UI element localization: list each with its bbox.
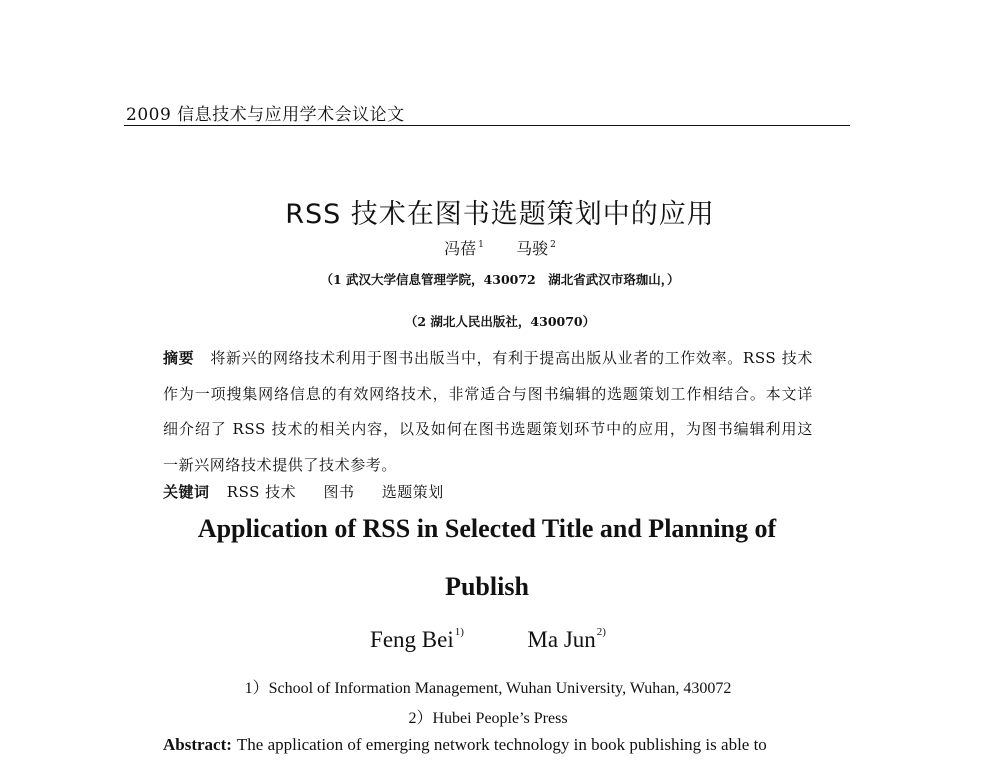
keywords-chinese [163, 481, 466, 502]
paper-title-english-line1: Application of RSS in Selected Title and Planning of [197, 514, 777, 543]
abstract-text: The application of emerging network technology in book publishing is able to [236, 735, 767, 754]
keyword: RSS 技术 [226, 483, 297, 501]
author-list-chinese [0, 236, 1000, 259]
author-list-english [0, 626, 976, 653]
keyword: 图书 [323, 483, 355, 501]
author-name: 马骏 [516, 239, 549, 258]
abstract-text: 将新兴的网络技术利用于图书出版当中，有利于提高出版从业者的工作效率。RSS 技术作为一项搜集网络信息的有效网络技术，非常适合与图书编辑的选题策划工作相结合。本文详细介绍了 RSS 技术的相关内容，以及如何在图书选题策划环节中的应用，为图书编辑利用这一新兴网络技术提供了技术参考。 [163, 349, 814, 474]
abstract-label: 摘要 [163, 349, 195, 367]
header-rule [124, 125, 850, 126]
abstract-chinese [163, 341, 813, 483]
paper-title-chinese: RSS 技术在图书选题策划中的应用 [285, 199, 715, 230]
running-header: 2009 信息技术与应用学术会议论文 [126, 105, 405, 125]
keyword: 选题策划 [381, 483, 444, 501]
keywords-label: 关键词 [163, 483, 210, 501]
author-mark: 1) [454, 626, 464, 638]
affiliation-chinese-1: （1 武汉大学信息管理学院，430072 湖北省武汉市珞珈山，） [320, 272, 680, 287]
author-name: Feng Bei [370, 627, 454, 652]
author-mark: 2 [550, 240, 556, 250]
affiliation-chinese-2: （2 湖北人民出版社，430070） [404, 314, 596, 329]
affiliation-english-2: 2）Hubei People’s Press [408, 710, 568, 727]
author-name: 冯蓓 [444, 239, 477, 258]
author-mark: 2) [596, 626, 606, 638]
abstract-english [163, 735, 843, 755]
affiliation-english-1: 1）School of Information Management, Wuhan University, Wuhan, 430072 [244, 680, 732, 697]
abstract-label: Abstract: [163, 735, 232, 754]
paper-title-english-line2: Publish [445, 572, 529, 601]
author-mark: 1 [478, 240, 484, 250]
author-name: Ma Jun [527, 627, 596, 652]
